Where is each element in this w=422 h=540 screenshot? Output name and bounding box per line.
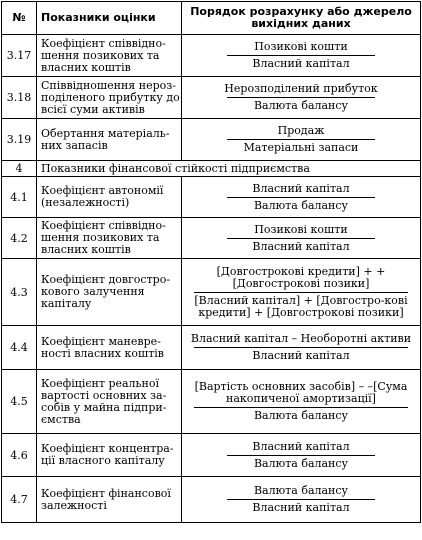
- row-number: 4.1: [2, 177, 37, 218]
- denominator: Власний капітал: [252, 57, 350, 70]
- table-row: [2, 218, 421, 259]
- header-indicator: Показники оцінки: [37, 2, 182, 35]
- indicator-name: Коефіцієнт автономії (незалежності): [37, 177, 182, 218]
- section-title: Показники фінансової стійкості підприємства: [37, 161, 421, 177]
- fraction: [182, 439, 420, 472]
- table-row: [2, 35, 421, 77]
- indicator-name: Коефіцієнт маневре-ності власних коштів: [37, 326, 182, 370]
- fraction: [182, 222, 420, 255]
- section-number: 4: [2, 161, 37, 177]
- header-num: №: [2, 2, 37, 35]
- indicator-name: Співвідношення нероз-поділеного прибутку до всієї суми активів: [37, 77, 182, 119]
- indicator-name: Коефіцієнт реальної вартості основних за-собів у майна підпри-ємства: [37, 370, 182, 434]
- indicator-name: Коефіцієнт співвідно-шення позикових та власних коштів: [37, 218, 182, 259]
- indicator-name: Коефіцієнт фінансової залежності: [37, 477, 182, 523]
- numerator: Позикові кошти: [254, 222, 348, 236]
- row-number: 3.19: [2, 119, 37, 161]
- denominator: Власний капітал: [252, 349, 350, 362]
- numerator: Власний капітал: [252, 181, 350, 195]
- indicator-name: Коефіцієнт концентра-ції власного капіталу: [37, 434, 182, 477]
- indicators-table: [1, 1, 421, 523]
- table-row: [2, 434, 421, 477]
- table-row: [2, 119, 421, 161]
- numerator: Позикові кошти: [254, 40, 348, 53]
- numerator: Власний капітал: [252, 439, 350, 453]
- row-number: 4.3: [2, 259, 37, 326]
- denominator: Валюта балансу: [253, 198, 349, 212]
- row-number: 3.17: [2, 35, 37, 77]
- fraction: [182, 264, 420, 321]
- denominator: Матеріальні запаси: [243, 141, 359, 154]
- table-row: [2, 370, 421, 434]
- numerator: [Вартість основних засобів] – –[Сума накопиченої амортизації]: [194, 380, 408, 405]
- row-number: 4.2: [2, 218, 37, 259]
- row-number: 4.5: [2, 370, 37, 434]
- denominator: [Власний капітал] + [Довгостро-кові кредити] + [Довгострокові позики]: [194, 293, 408, 319]
- fraction: [182, 39, 420, 72]
- formula-cell: [182, 35, 421, 77]
- formula-cell: [182, 434, 421, 477]
- header-formula: Порядок розрахунку або джерело вихідних даних: [182, 2, 421, 35]
- formula-cell: [182, 370, 421, 434]
- formula-cell: [182, 77, 421, 119]
- numerator: Продаж: [277, 124, 325, 137]
- row-number: 4.7: [2, 477, 37, 523]
- table-header-row: [2, 2, 421, 35]
- table-row: [2, 326, 421, 370]
- denominator: Валюта балансу: [253, 409, 349, 422]
- denominator: Власний капітал: [252, 501, 350, 514]
- numerator: Нерозподілений прибуток: [224, 82, 378, 95]
- row-number: 3.18: [2, 77, 37, 119]
- numerator: Валюта балансу: [253, 484, 349, 497]
- denominator: Власний капітал: [252, 239, 350, 253]
- formula-cell: [182, 477, 421, 523]
- fraction: [182, 331, 420, 364]
- row-number: 4.4: [2, 326, 37, 370]
- fraction: [182, 483, 420, 516]
- denominator: Валюта балансу: [253, 99, 349, 112]
- formula-cell: [182, 119, 421, 161]
- fraction: [182, 81, 420, 114]
- table-row: [2, 259, 421, 326]
- numerator: Власний капітал – Необоротні активи: [190, 332, 412, 345]
- denominator: Валюта балансу: [253, 456, 349, 470]
- numerator: [Довгострокові кредити] + + [Довгострокові позики]: [216, 264, 386, 290]
- fraction: [182, 379, 420, 424]
- section-row: [2, 161, 421, 177]
- fraction: [182, 181, 420, 214]
- indicator-name: Обертання матеріаль-них запасів: [37, 119, 182, 161]
- table-row: [2, 177, 421, 218]
- formula-cell: [182, 326, 421, 370]
- row-number: 4.6: [2, 434, 37, 477]
- indicator-name: Коефіцієнт довгостро-кового залучення капіталу: [37, 259, 182, 326]
- indicator-name: Коефіцієнт співвідно-шення позикових та власних коштів: [37, 35, 182, 77]
- fraction: [182, 123, 420, 156]
- formula-cell: [182, 218, 421, 259]
- table-row: [2, 477, 421, 523]
- formula-cell: [182, 177, 421, 218]
- table-row: [2, 77, 421, 119]
- formula-cell: [182, 259, 421, 326]
